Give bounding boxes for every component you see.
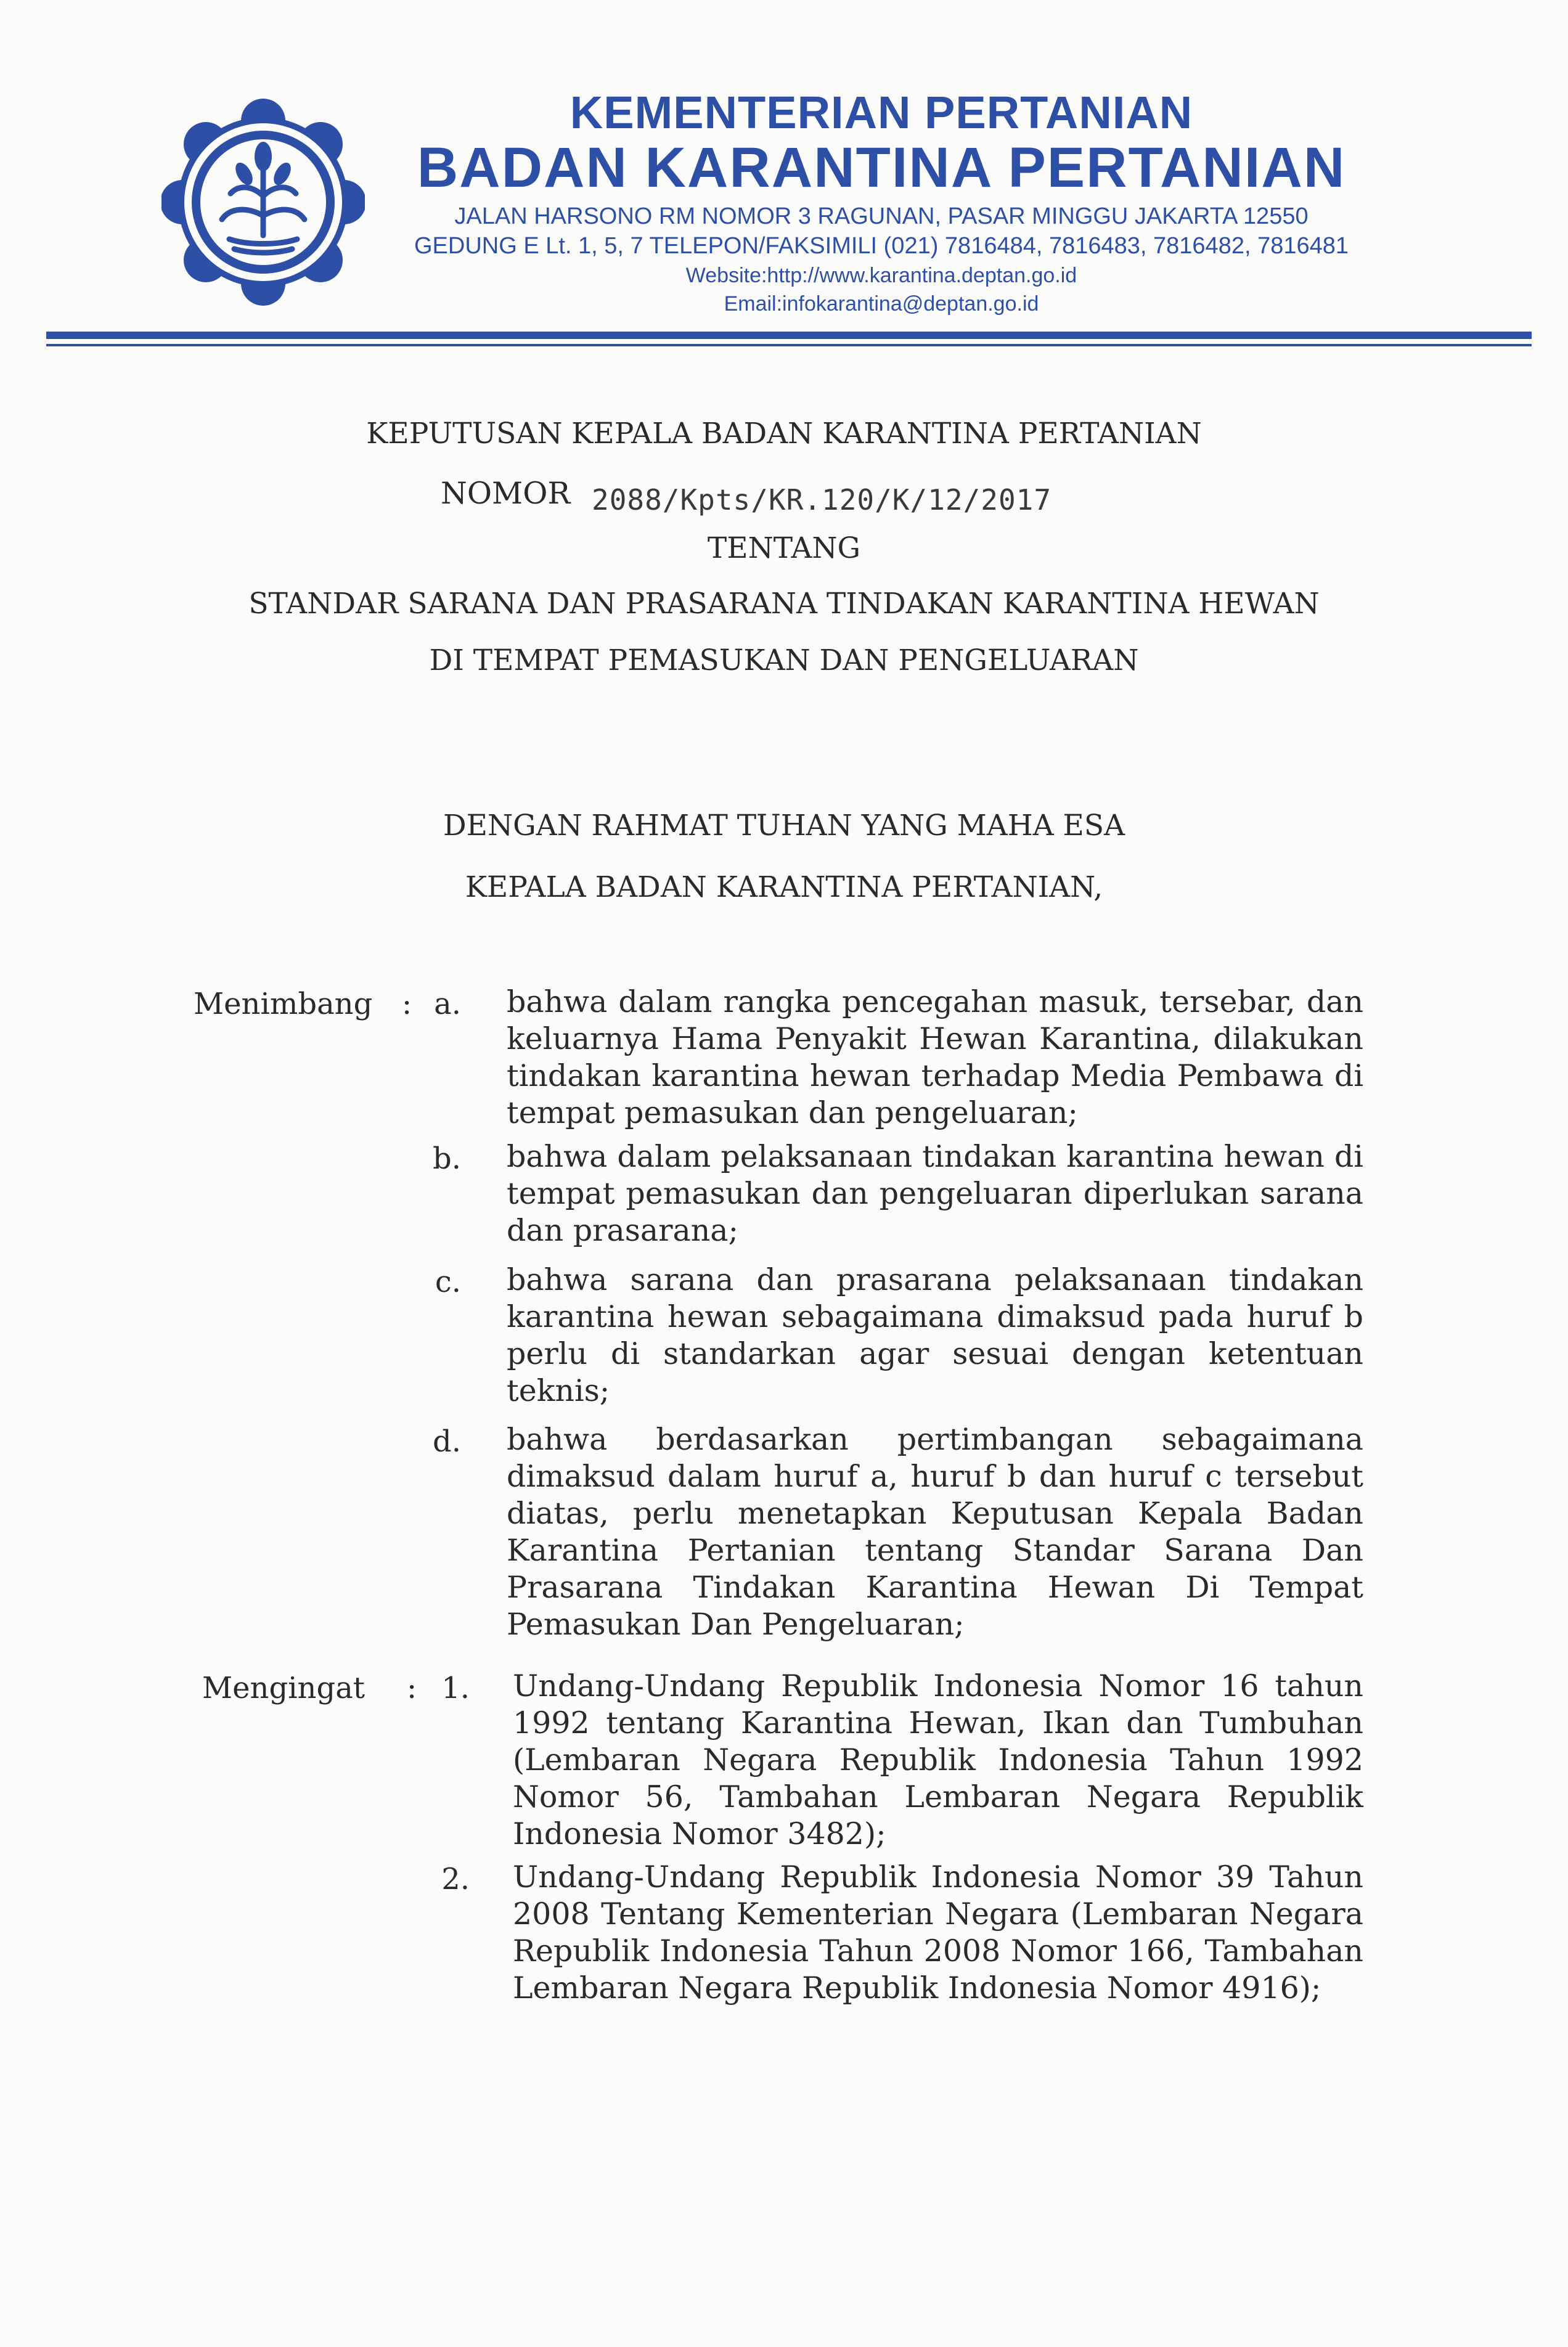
decree-subject-line-2: DI TEMPAT PEMASUKAN DAN PENGELUARAN	[429, 643, 1139, 677]
decree-number-label: NOMOR	[441, 476, 571, 511]
decree-subject-line-1: STANDAR SARANA DAN PRASARANA TINDAKAN KARANTINA HEWAN	[248, 587, 1320, 621]
mengingat-colon: :	[407, 1671, 417, 1705]
menimbang-item-mark: c.	[435, 1265, 461, 1299]
opening-invocation: DENGAN RAHMAT TUHAN YANG MAHA ESA	[443, 809, 1125, 843]
menimbang-item-mark: d.	[433, 1424, 461, 1459]
mengingat-item-mark: 2.	[441, 1862, 470, 1896]
karantina-emblem-icon	[161, 92, 365, 308]
decree-number: 2088/Kpts/KR.120/K/12/2017	[592, 483, 1052, 516]
mengingat-item-mark: 1.	[441, 1671, 470, 1705]
letterhead-divider-thin	[46, 344, 1532, 346]
tentang-label: TENTANG	[707, 531, 861, 565]
menimbang-item-mark: a.	[434, 987, 461, 1021]
menimbang-label: Menimbang	[194, 987, 373, 1021]
letterhead-divider	[46, 332, 1532, 339]
menimbang-item-mark: b.	[433, 1141, 461, 1176]
decree-heading: KEPUTUSAN KEPALA BADAN KARANTINA PERTANIAN	[366, 417, 1202, 451]
ministry-name: KEMENTERIAN PERTANIAN	[570, 87, 1193, 138]
mengingat-item-text: Undang-Undang Republik Indonesia Nomor 39 Tahun 2008 Tentang Kementerian Negara (Lembaran Negara Republik Indonesia Tahun 2008 Nomor 166, Tambahan Lembaran Negara Republik Indonesia Nomor 4916);	[513, 1859, 1363, 2006]
email-link[interactable]: Email:infokarantina@deptan.go.id	[724, 292, 1039, 316]
opening-authority: KEPALA BADAN KARANTINA PERTANIAN,	[465, 870, 1103, 904]
mengingat-item-text: Undang-Undang Republik Indonesia Nomor 16 tahun 1992 tentang Karantina Hewan, Ikan dan Tumbuhan (Lembaran Negara Republik Indonesia Tahun 1992 Nomor 56, Tambahan Lembaran Negara Republik Indonesia Nomor 3482);	[513, 1668, 1363, 1851]
menimbang-item-text: bahwa sarana dan prasarana pelaksanaan tindakan karantina hewan sebagaimana dimaksud pada huruf b perlu di standarkan agar sesuai dengan ketentuan teknis;	[507, 1262, 1363, 1408]
address-line-2: GEDUNG E Lt. 1, 5, 7 TELEPON/FAKSIMILI (021) 7816484, 7816483, 7816482, 7816481	[414, 233, 1349, 259]
menimbang-item-text: bahwa berdasarkan pertimbangan sebagaimana dimaksud dalam huruf a, huruf b dan huruf c tersebut diatas, perlu menetapkan Keputusan Kepala Badan Karantina Pertanian tentang Standar Sarana Dan Prasarana Tindakan Karantina Hewan Di Tempat Pemasukan Dan Pengeluaran;	[507, 1422, 1363, 1642]
mengingat-label: Mengingat	[202, 1671, 365, 1705]
website-link[interactable]: Website:http://www.karantina.deptan.go.id	[685, 264, 1077, 287]
menimbang-item-text: bahwa dalam pelaksanaan tindakan karantina hewan di tempat pemasukan dan pengeluaran diperlukan sarana dan prasarana;	[507, 1139, 1363, 1248]
agency-name: BADAN KARANTINA PERTANIAN	[417, 136, 1346, 199]
address-line-1: JALAN HARSONO RM NOMOR 3 RAGUNAN, PASAR MINGGU JAKARTA 12550	[454, 203, 1309, 229]
menimbang-item-text: bahwa dalam rangka pencegahan masuk, tersebar, dan keluarnya Hama Penyakit Hewan Karantina, dilakukan tindakan karantina hewan terhadap Media Pembawa di tempat pemasukan dan pengeluaran;	[507, 984, 1363, 1130]
menimbang-colon: :	[402, 987, 412, 1021]
